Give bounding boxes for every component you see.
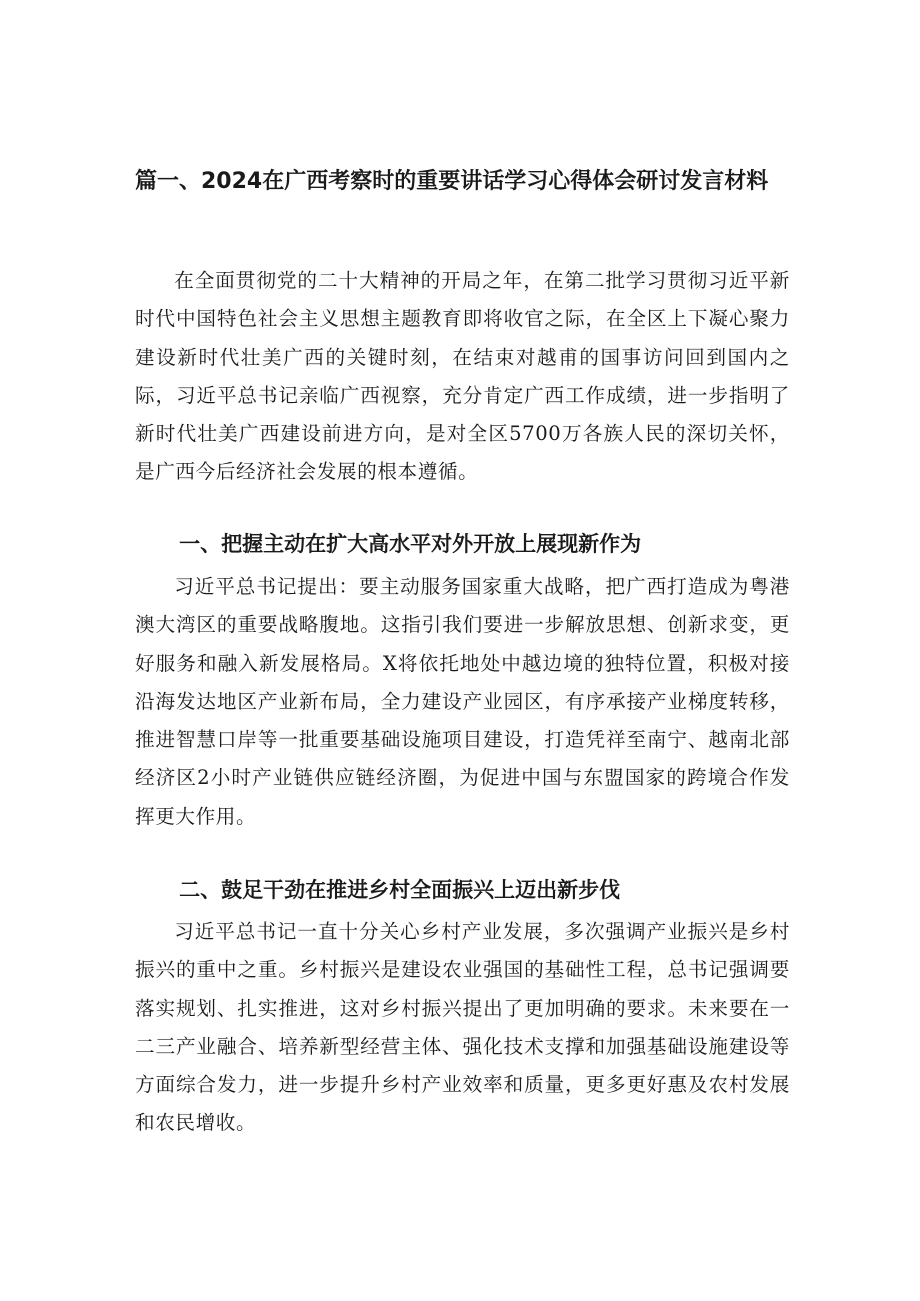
section-1-heading: 一、把握主动在扩大高水平对外开放上展现新作为 — [179, 532, 642, 556]
intro-paragraph: 在全面贯彻党的二十大精神的开局之年，在第二批学习贯彻习近平新时代中国特色社会主义思想主题教育即将收官之际，在全区上下凝心聚力建设新时代壮美广西的关键时刻，在结束对越甫的国事访问回到国内之际，习近平总书记亲临广西视察，充分肯定广西工作成绩，进一步指明了新时代壮美广西建设前进方向，是对全区5700万各族人民的深切关怀，是广西今后经济社会发展的根本遵循。 — [135, 269, 790, 484]
section-1-body: 习近平总书记提出：要主动服务国家重大战略，把广西打造成为粤港澳大湾区的重要战略腹地。这指引我们要进一步解放思想、创新求变，更好服务和融入新发展格局。X将依托地处中越边境的独特位置，积极对接沿海发达地区产业新布局，全力建设产业园区，有序承接产业梯度转移，推进智慧口岸等一批重要基础设施项目建设，打造凭祥至南宁、越南北部经济区2小时产业链供应链经济圈，为促进中国与东盟国家的跨境合作发挥更大作用。 — [135, 575, 790, 828]
document-title: 篇一、2024在广西考察时的重要讲话学习心得体会研讨发言材料 — [135, 169, 769, 194]
section-2-heading: 二、鼓足干劲在推进乡村全面振兴上迈出新步伐 — [179, 878, 621, 902]
section-2-body: 习近平总书记一直十分关心乡村产业发展，多次强调产业振兴是乡村振兴的重中之重。乡村振兴是建设农业强国的基础性工程，总书记强调要落实规划、扎实推进，这对乡村振兴提出了更加明确的要求。未来要在一二三产业融合、培养新型经营主体、强化技术支撑和加强基础设施建设等方面综合发力，进一步提升乡村产业效率和质量，更多更好惠及农村发展和农民增收。 — [135, 920, 790, 1135]
